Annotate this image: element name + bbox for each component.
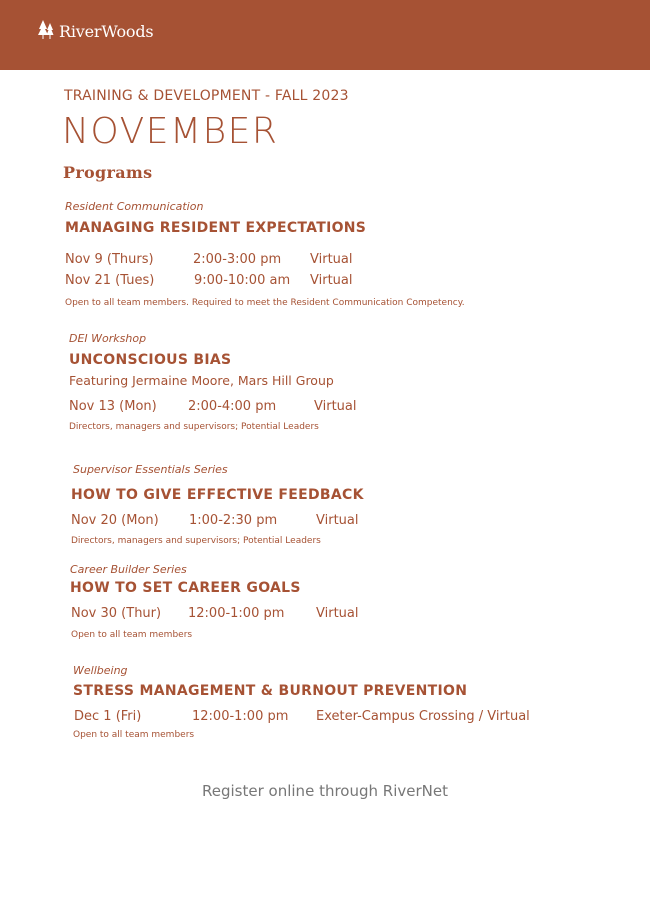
section-title: Programs	[63, 163, 153, 182]
page-title: NOVEMBER	[62, 111, 279, 152]
program-title: HOW TO GIVE EFFECTIVE FEEDBACK	[71, 487, 364, 503]
session-date: Nov 9 (Thurs)	[65, 252, 154, 267]
program-title: MANAGING RESIDENT EXPECTATIONS	[65, 220, 367, 236]
session-location: Virtual	[310, 273, 353, 288]
program-title: STRESS MANAGEMENT & BURNOUT PREVENTION	[73, 683, 468, 699]
session-date: Nov 30 (Thur)	[71, 606, 162, 621]
program-note: Open to all team members	[73, 730, 195, 740]
session-row	[65, 249, 465, 270]
session-time: 9:00-10:00 am	[194, 273, 291, 288]
program-series: Wellbeing	[73, 664, 128, 677]
page-eyebrow: TRAINING & DEVELOPMENT - FALL 2023	[64, 88, 349, 104]
session-row	[65, 270, 465, 291]
session-date: Nov 21 (Tues)	[65, 273, 155, 288]
session-date: Nov 13 (Mon)	[69, 399, 157, 414]
session-row	[71, 510, 364, 531]
session-date: Nov 20 (Mon)	[71, 513, 159, 528]
program-series: DEI Workshop	[69, 332, 147, 345]
program-note: Open to all team members. Required to meet the Resident Communication Competency.	[65, 298, 465, 308]
program-managing-resident-expectations	[65, 199, 465, 311]
program-effective-feedback	[71, 462, 364, 549]
program-stress-management	[73, 663, 530, 743]
program-note: Open to all team members	[71, 630, 193, 640]
session-row	[71, 603, 359, 624]
program-title: UNCONSCIOUS BIAS	[69, 352, 232, 368]
brand-name: RiverWoods	[59, 21, 154, 41]
program-note: Directors, managers and supervisors; Potential Leaders	[69, 422, 319, 432]
session-time: 12:00-1:00 pm	[192, 709, 289, 724]
pine-trees-icon	[38, 18, 59, 44]
program-series: Supervisor Essentials Series	[73, 463, 228, 476]
program-featuring: Featuring Jermaine Moore, Mars Hill Group	[69, 373, 334, 388]
session-time: 2:00-4:00 pm	[188, 399, 277, 414]
session-row	[69, 396, 357, 417]
program-unconscious-bias	[69, 331, 357, 435]
session-time: 2:00-3:00 pm	[193, 252, 282, 267]
program-title: HOW TO SET CAREER GOALS	[70, 580, 301, 596]
session-location: Virtual	[310, 252, 353, 267]
session-time: 12:00-1:00 pm	[188, 606, 285, 621]
register-link[interactable]: Register online through RiverNet	[202, 782, 448, 800]
session-location: Exeter-Campus Crossing / Virtual	[316, 709, 530, 724]
header-banner	[0, 0, 650, 70]
session-row	[74, 706, 530, 727]
program-note: Directors, managers and supervisors; Potential Leaders	[71, 536, 321, 546]
session-time: 1:00-2:30 pm	[189, 513, 278, 528]
brand-logo[interactable]	[38, 18, 153, 44]
session-date: Dec 1 (Fri)	[74, 709, 142, 724]
session-location: Virtual	[314, 399, 357, 414]
session-location: Virtual	[316, 606, 359, 621]
program-series: Career Builder Series	[70, 563, 187, 576]
program-career-goals	[70, 562, 359, 643]
session-location: Virtual	[316, 513, 359, 528]
program-series: Resident Communication	[65, 200, 204, 213]
